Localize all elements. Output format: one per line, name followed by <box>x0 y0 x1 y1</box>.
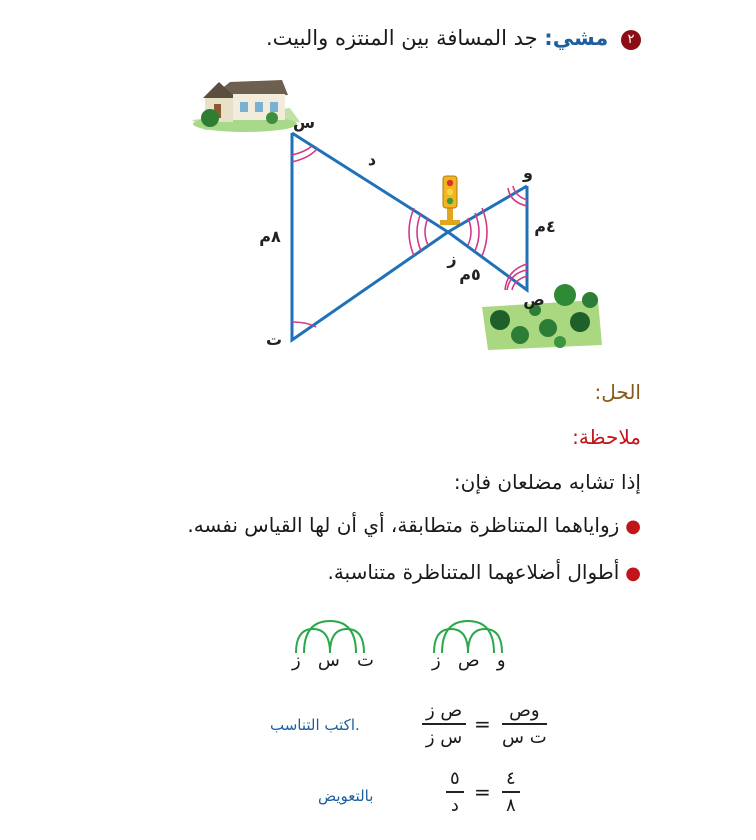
fraction-4-8 <box>502 768 520 816</box>
side-ws-label: ٤م <box>534 217 556 236</box>
vertex-w-label: و <box>523 163 533 182</box>
fraction-denominator: د <box>450 795 459 816</box>
correspondence-arcs-left <box>290 615 380 655</box>
letter: ز <box>292 650 301 671</box>
fraction-5-d <box>446 768 464 816</box>
vertex-s-label: س <box>292 113 316 132</box>
equals-sign: = <box>474 780 491 804</box>
triangles-figure <box>0 60 756 360</box>
problem-statement <box>266 26 641 50</box>
bullet-text: أطوال أضلاعهما المتناظرة متناسبة. <box>327 560 620 584</box>
letter: ت <box>357 650 374 671</box>
correspondence-left <box>292 650 374 671</box>
correspondence-arcs-right <box>428 615 518 655</box>
vertex-sad-label: ص <box>523 290 545 309</box>
problem-keyword: مشي: <box>544 26 609 50</box>
letter: ص <box>457 650 480 671</box>
fraction-numerator: ٤ <box>502 768 520 793</box>
bullet-dot: ● <box>625 516 641 537</box>
fraction-numerator: وص <box>502 700 547 725</box>
fraction-denominator: س ز <box>425 727 463 748</box>
correspondence-right <box>432 650 506 671</box>
fraction-sz-sz <box>422 700 466 748</box>
hint-write-proportion: اكتب التناسب. <box>270 716 360 734</box>
angle-marks <box>292 146 527 327</box>
note-label: ملاحظة: <box>572 425 641 449</box>
house-icon <box>192 80 300 132</box>
vertex-t-label: ت <box>265 330 283 349</box>
traffic-light-icon <box>440 176 460 225</box>
bullet-angles <box>187 513 641 537</box>
rule-intro: إذا تشابه مضلعان فإن: <box>453 470 641 494</box>
fraction-denominator: ت س <box>502 727 547 748</box>
fraction-numerator: ص ز <box>422 700 466 725</box>
bullet-sides <box>327 560 641 584</box>
letter: ز <box>432 650 441 671</box>
fraction-ws-ts <box>502 700 547 748</box>
side-d-label: د <box>367 150 377 169</box>
letter: س <box>317 650 340 671</box>
problem-text: جد المسافة بين المنتزه والبيت. <box>265 26 538 50</box>
bullet-text: زواياهما المتناظرة متطابقة، أي أن لها القياس نفسه. <box>187 513 620 537</box>
side-st-label: ٨م <box>259 227 281 246</box>
fraction-numerator: ٥ <box>446 768 464 793</box>
problem-number: ٢ <box>621 30 641 50</box>
vertex-z-label: ز <box>447 249 457 268</box>
equals-sign: = <box>474 712 491 736</box>
hint-substitute: بالتعويض <box>318 787 374 805</box>
fraction-denominator: ٨ <box>506 795 516 816</box>
side-zs-label: ٥م <box>459 265 481 284</box>
bullet-dot: ● <box>625 563 641 584</box>
solution-label: الحل: <box>594 380 641 404</box>
letter: و <box>496 650 506 671</box>
